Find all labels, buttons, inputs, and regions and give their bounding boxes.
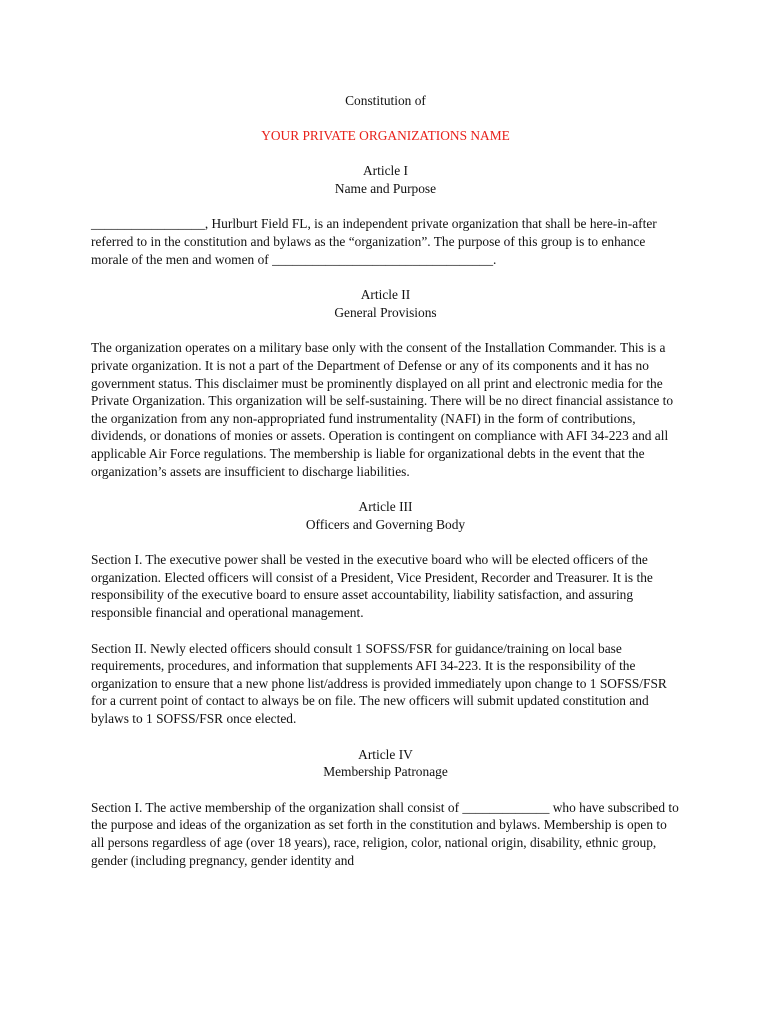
article-4-title: Membership Patronage [323,764,448,780]
article-4-section-1: Section I. The active membership of the organization shall consist of _____________ who have subscribed to the purpose and ideas of the organization as set forth in the constitution and bylaws. Membership is open to all persons regardless of age (over 18 years), race, religion, color, national origin, disability, ethnic group, gender (including pregnancy, gender identity and [91,799,679,868]
article-3-title: Officers and Governing Body [305,516,466,532]
article-4-heading [91,746,680,781]
article-2-number: Article II [360,287,411,303]
article-1-paragraph-1: _________________, Hurlburt Field FL, is an independent private organization that shall be here-in-after referred to in the constitution and bylaws as the “organization”. The purpose of this group is to enhance morale of the men and women of _________________________________. [91,216,657,267]
document-title: Constitution of [345,93,426,108]
organization-name: YOUR PRIVATE ORGANIZATIONS NAME [261,127,510,143]
article-3-section-1: Section I. The executive power shall be vested in the executive board who will be elected officers of the organization. Elected officers will consist of a President, Vice President, Recorder and Treasurer. It is the responsibility of the executive board to ensure asset accountability, liability satisfaction, and assuring responsible financial and operational management. [91,552,653,621]
article-4-number: Article IV [358,746,413,762]
article-3-number: Article III [358,499,413,515]
article-3-section-2: Section II. Newly elected officers should consult 1 SOFSS/FSR for guidance/training on local base requirements, procedures, and information that supplements AFI 34-223. It is the responsibility of the organization to ensure that a new phone list/address is provided immediately upon change to 1 SOFSS/FSR for a current point of contact to always be on file. The new officers will submit updated constitution and bylaws to 1 SOFSS/FSR once elected. [91,640,667,727]
article-1-number: Article I [363,163,408,179]
article-1-title: Name and Purpose [334,180,437,196]
article-2-title: General Provisions [334,304,437,320]
article-2-heading [91,286,680,321]
article-2-paragraph-1: The organization operates on a military base only with the consent of the Installation Commander. This is a private organization. It is not a part of the Department of Defense or any of its components and it has no government status. This disclaimer must be prominently displayed on all print and electronic media for the Private Organization. This organization will be self-sustaining. There will be no direct financial assistance to the organization from any non-appropriated fund instrumentality (NAFI) in the form of contributions, dividends, or donations of monies or assets. Operation is contingent on compliance with AFI 34-223 and all applicable Air Force regulations. The membership is liable for organizational debts in the event that the organization’s assets are insufficient to discharge liabilities. [91,340,674,479]
article-3-heading [91,498,680,533]
article-1-heading [91,162,680,197]
